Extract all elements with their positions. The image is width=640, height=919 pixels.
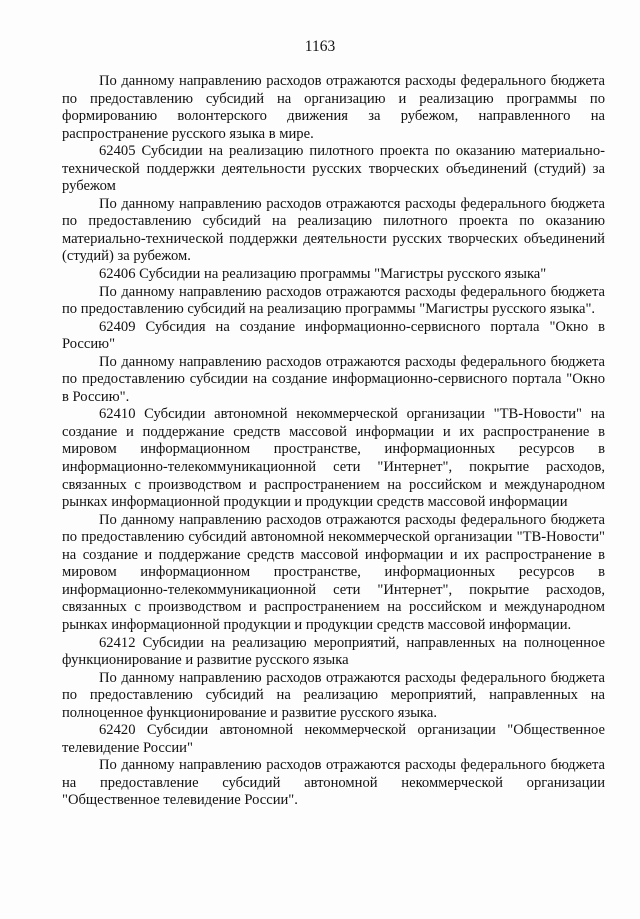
paragraph-volunteer-description: По данному направлению расходов отражаются расходы федерального бюджета по предоставлению субсидий на организацию и реализацию программы по формированию волонтерского движения за рубежом, направленного на распространение русского языка в мире. <box>62 73 605 142</box>
document-body <box>62 73 605 810</box>
heading-62406: 62406 Субсидии на реализацию программы "Магистры русского языка" <box>99 266 547 283</box>
paragraph-62409-description: По данному направлению расходов отражаются расходы федерального бюджета по предоставлению субсидии на создание информационно-сервисного портала "Окно в Россию". <box>62 353 605 405</box>
heading-62420: 62420 Субсидии автономной некоммерческой организации "Общественное телевидение России" <box>62 722 605 756</box>
heading-62410: 62410 Субсидии автономной некоммерческой организации "ТВ-Новости" на создание и поддержание средств массовой информации и их распространение в мировом информационном пространстве, информационных ресурсов в информационно-телекоммуникационной сети "Интернет", покрытие расходов, связанных с производством и распространением на российском и международном рынках информационной продукции и продукции средств массовой информации <box>62 406 605 511</box>
heading-62412: 62412 Субсидии на реализацию мероприятий, направленных на полноценное функционирование и развитие русского языка <box>62 634 605 669</box>
page-number: 1163 <box>304 38 336 55</box>
paragraph-62406-description: По данному направлению расходов отражаются расходы федерального бюджета по предоставлению субсидий на реализацию программы "Магистры русского языка". <box>62 283 605 318</box>
paragraph-62405-description: По данному направлению расходов отражаются расходы федерального бюджета по предоставлению субсидий на реализацию пилотного проекта по оказанию материально-технической поддержки деятельности русских творческих объединений (студий) за рубежом. <box>62 195 605 265</box>
heading-62409: 62409 Субсидия на создание информационно-сервисного портала "Окно в Россию" <box>62 318 605 353</box>
paragraph-62410-description: По данному направлению расходов отражаются расходы федерального бюджета по предоставлению субсидий автономной некоммерческой организации "ТВ-Новости" на создание и поддержание средств массовой информации и их распространение в мировом информационном пространстве, информационных ресурсов в информационно-телекоммуникационной сети "Интернет", покрытие расходов, связанных с производством и распространением на российском и международном рынках информационной продукции и продукции средств массовой информации. <box>62 511 605 633</box>
heading-62405: 62405 Субсидии на реализацию пилотного проекта по оказанию материально-технической поддержки деятельности русских творческих объединений (студий) за рубежом <box>62 143 605 195</box>
paragraph-62420-description: По данному направлению расходов отражаются расходы федерального бюджета на предоставление субсидий автономной некоммерческой организации "Общественное телевидение России". <box>62 757 605 809</box>
paragraph-62412-description: По данному направлению расходов отражаются расходы федерального бюджета по предоставлению субсидий на реализацию мероприятий, направленных на полноценное функционирование и развитие русского языка. <box>62 669 605 721</box>
